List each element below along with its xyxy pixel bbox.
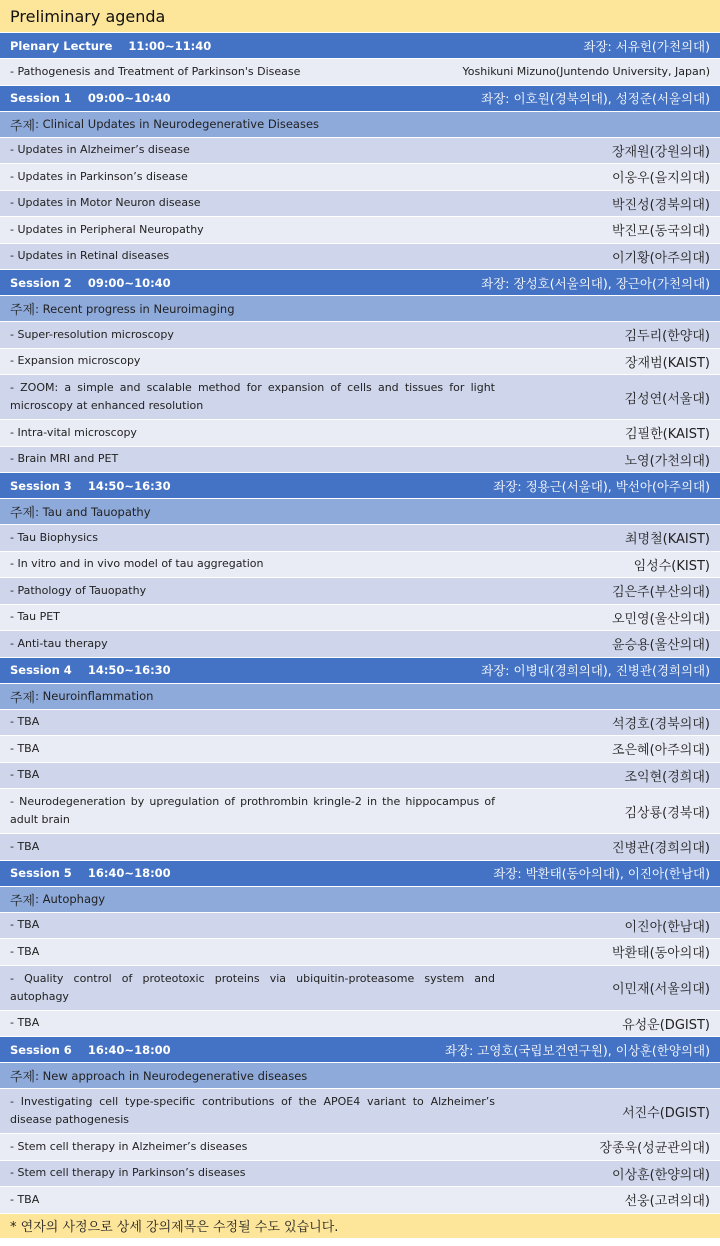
talk-title: - Neurodegeneration by upregulation of prothrombin kringle-2 in the hippocampus of adult brain — [10, 795, 495, 826]
talk-speaker: 노영(가천의대) — [624, 453, 710, 469]
session-title: Plenary Lecture 11:00~11:40 — [10, 38, 212, 53]
talk-title: - In vitro and in vivo model of tau aggregation — [10, 557, 264, 571]
talk-row — [0, 244, 720, 271]
talk-row — [0, 349, 720, 376]
talk-speaker: 조은혜(아주의대) — [611, 743, 710, 759]
topic-prefix: 주제 — [10, 303, 36, 318]
talk-row — [0, 375, 720, 420]
talk-title: - TBA — [10, 715, 40, 729]
talk-speaker: 김은주(부산의대) — [611, 585, 710, 601]
talk-row — [0, 789, 720, 834]
session-topic — [0, 499, 720, 525]
talk-speaker: 김성연(서울대) — [624, 391, 710, 407]
talk-speaker: 박진성(경북의대) — [611, 197, 710, 213]
talk-row — [0, 736, 720, 763]
session-header — [0, 658, 720, 684]
talk-row — [0, 1134, 720, 1161]
session-header — [0, 473, 720, 499]
talk-speaker: 임성수(KIST) — [633, 558, 710, 574]
talk-title: - TBA — [10, 918, 40, 932]
talk-title: - Updates in Retinal diseases — [10, 249, 170, 263]
talk-row — [0, 763, 720, 790]
talk-row — [0, 578, 720, 605]
session-chair: 좌장: 고영호(국립보건연구원), 이상훈(한양의대) — [444, 1042, 710, 1058]
topic-text: : Tau and Tauopathy — [35, 504, 151, 519]
talk-title: - Pathology of Tauopathy — [10, 583, 147, 597]
talk-speaker: 이진아(한남대) — [624, 919, 710, 935]
talk-speaker: 석경호(경북의대) — [611, 716, 710, 732]
topic-prefix: 주제 — [10, 1070, 36, 1085]
talk-row — [0, 605, 720, 632]
talk-speaker: 장재범(KAIST) — [624, 355, 710, 371]
talk-row — [0, 913, 720, 940]
session-topic — [0, 684, 720, 710]
talk-speaker: 장종욱(성균관의대) — [599, 1141, 710, 1157]
talk-speaker: 오민영(울산의대) — [611, 611, 710, 627]
talk-speaker: 유성운(DGIST) — [622, 1017, 710, 1033]
session-topic — [0, 296, 720, 322]
talk-speaker: 박환태(동아의대) — [611, 946, 710, 962]
talk-title: - Tau PET — [10, 610, 60, 624]
talk-title: - Quality control of proteotoxic proteins via ubiquitin-proteasome system and autophagy — [10, 971, 495, 1003]
topic-text: : Neuroinflammation — [35, 689, 154, 703]
session-chair: 좌장: 장성호(서울의대), 장근아(가천의대) — [481, 275, 710, 291]
session-header — [0, 270, 720, 296]
talk-title: - Updates in Peripheral Neuropathy — [10, 222, 204, 236]
talk-row — [0, 1161, 720, 1188]
talk-speaker: 이민재(서울의대) — [611, 982, 710, 997]
talk-title: - Pathogenesis and Treatment of Parkinson's Disease — [10, 64, 301, 78]
topic-text: : Autophagy — [35, 892, 106, 906]
talk-title: - Stem cell therapy in Parkinson’s diseases — [10, 1166, 246, 1180]
talk-speaker: 김두리(한양대) — [624, 329, 710, 345]
topic-prefix: 주제 — [10, 893, 36, 909]
talk-speaker: 선웅(고려의대) — [624, 1194, 710, 1210]
talk-title: - Updates in Alzheimer’s disease — [10, 143, 190, 157]
talk-row — [0, 447, 720, 474]
talk-title: - Intra-vital microscopy — [10, 425, 137, 439]
topic-text: : Clinical Updates in Neurodegenerative Diseases — [35, 117, 320, 131]
footer-note-text: * 연자의 사정으로 상세 강의제목은 수정될 수도 있습니다. — [10, 1220, 339, 1235]
talk-speaker: 이웅우(을지의대) — [611, 171, 710, 187]
talk-speaker: 이상훈(한양의대) — [611, 1167, 710, 1183]
talk-title: - Anti-tau therapy — [10, 636, 108, 650]
talk-row — [0, 1011, 720, 1038]
talk-title: - Brain MRI and PET — [10, 452, 119, 466]
session-chair: 좌장: 박환태(동아의대), 이진아(한남대) — [493, 866, 710, 881]
talk-speaker: 이기황(아주의대) — [611, 250, 710, 266]
talk-row — [0, 834, 720, 861]
talk-title: - TBA — [10, 944, 40, 958]
topic-prefix: 주제 — [10, 690, 36, 706]
session-list — [0, 33, 720, 1214]
session-topic — [0, 887, 720, 913]
session-chair: 좌장: 이호원(경북의대), 성정준(서울의대) — [481, 91, 710, 106]
talk-speaker: 윤승용(울산의대) — [611, 638, 710, 654]
talk-row — [0, 1187, 720, 1214]
session-chair: 좌장: 서유헌(가천의대) — [583, 38, 710, 54]
session-title: Session 5 16:40~18:00 — [10, 866, 171, 880]
talk-title: - Investigating cell type-specific contributions of the APOE4 variant to Alzheimer’s disease pathogenesis — [10, 1095, 495, 1126]
session-title: Session 1 09:00~10:40 — [10, 91, 171, 105]
session-topic — [0, 1063, 720, 1089]
session-header — [0, 1037, 720, 1063]
talk-title: - TBA — [10, 768, 40, 782]
session-title: Session 6 16:40~18:00 — [10, 1042, 171, 1057]
topic-text: : Recent progress in Neuroimaging — [35, 301, 235, 316]
agenda-title-text: Preliminary agenda — [10, 6, 166, 26]
talk-speaker: Yoshikuni Mizuno(Juntendo University, Japan) — [462, 65, 710, 79]
talk-row — [0, 164, 720, 191]
talk-title: - TBA — [10, 839, 40, 853]
session-chair: 좌장: 이병대(경희의대), 진병관(경희의대) — [481, 663, 710, 678]
session-title: Session 2 09:00~10:40 — [10, 275, 171, 290]
topic-prefix: 주제 — [10, 118, 36, 134]
talk-title: - TBA — [10, 1016, 40, 1030]
talk-title: - Updates in Parkinson’s disease — [10, 169, 188, 183]
talk-title: - Tau Biophysics — [10, 530, 98, 544]
talk-row — [0, 1089, 720, 1134]
talk-title: - ZOOM: a simple and scalable method for expansion of cells and tissues for light microscopy at enhanced resolution — [10, 381, 495, 412]
session-header — [0, 86, 720, 112]
talk-row — [0, 217, 720, 244]
talk-row — [0, 420, 720, 447]
talk-title: - Expansion microscopy — [10, 354, 141, 368]
agenda-title — [0, 0, 720, 33]
talk-row — [0, 191, 720, 218]
session-header — [0, 861, 720, 887]
talk-row — [0, 966, 720, 1011]
topic-text: : New approach in Neurodegenerative diseases — [35, 1068, 308, 1083]
talk-row — [0, 631, 720, 658]
session-title: Session 3 14:50~16:30 — [10, 478, 171, 493]
talk-row — [0, 525, 720, 552]
talk-row — [0, 552, 720, 579]
talk-speaker: 조익현(경희대) — [624, 769, 710, 785]
footer-note — [0, 1214, 720, 1239]
session-header — [0, 33, 720, 59]
talk-row — [0, 710, 720, 737]
talk-row — [0, 138, 720, 165]
talk-title: - TBA — [10, 1192, 40, 1206]
talk-row — [0, 59, 720, 86]
talk-speaker: 진병관(경희의대) — [611, 841, 710, 857]
talk-speaker: 김필한(KAIST) — [624, 427, 710, 443]
talk-speaker: 김상룡(경북대) — [624, 805, 710, 821]
talk-row — [0, 322, 720, 349]
talk-speaker: 장재원(강원의대) — [611, 144, 710, 160]
talk-title: - Updates in Motor Neuron disease — [10, 196, 201, 210]
talk-speaker: 최명철(KAIST) — [624, 532, 710, 548]
talk-speaker: 박진모(동국의대) — [611, 224, 710, 240]
talk-title: - TBA — [10, 741, 40, 755]
talk-row — [0, 939, 720, 966]
session-title: Session 4 14:50~16:30 — [10, 663, 171, 677]
topic-prefix: 주제 — [10, 506, 36, 521]
session-topic — [0, 112, 720, 138]
session-chair: 좌장: 정용근(서울대), 박선아(아주의대) — [493, 478, 710, 494]
talk-title: - Stem cell therapy in Alzheimer’s diseases — [10, 1139, 248, 1153]
talk-speaker: 서진수(DGIST) — [622, 1105, 710, 1121]
talk-title: - Super-resolution microscopy — [10, 327, 174, 341]
